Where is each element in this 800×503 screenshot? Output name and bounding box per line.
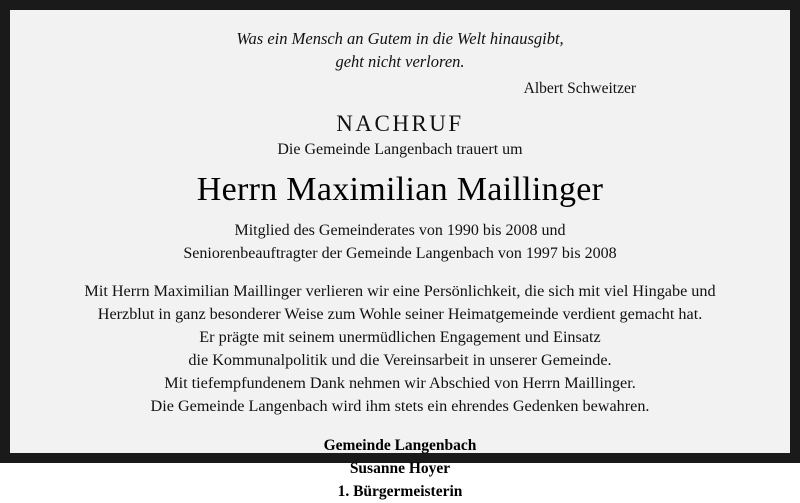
page-title: NACHRUF <box>336 110 464 136</box>
deceased-name: Herrn Maximilian Maillinger <box>196 170 604 208</box>
tribute-line-1: Mit Herrn Maximilian Maillinger verlieren wir eine Persönlichkeit, die sich mit viel Hingabe und <box>84 281 716 300</box>
signature-organization: Gemeinde Langenbach <box>323 436 477 454</box>
role-line-2: Seniorenbeauftragter der Gemeinde Langenbach von 1997 bis 2008 <box>183 245 617 263</box>
tribute-line-4: die Kommunalpolitik und die Vereinsarbeit in unserer Gemeinde. <box>188 350 612 369</box>
role-line-1: Mitglied des Gemeinderates von 1990 bis 2008 und <box>234 222 566 240</box>
quote-line-1: Was ein Mensch an Gutem in die Welt hinausgibt, <box>236 29 564 48</box>
tribute-line-5: Mit tiefempfundenem Dank nehmen wir Abschied von Herrn Maillinger. <box>164 373 636 392</box>
tribute-line-2: Herzblut in ganz besonderer Weise zum Wohle seiner Heimatgemeinde verdient gemacht hat. <box>97 304 703 323</box>
roles-block <box>183 219 616 265</box>
signature-title: 1. Bürgermeisterin <box>337 483 463 501</box>
tribute-text <box>84 280 715 418</box>
tribute-line-3: Er prägte mit seinem unermüdlichen Engagement und Einsatz <box>199 327 601 346</box>
quotation <box>46 28 754 99</box>
quote-line-2: geht nicht verloren. <box>335 51 465 71</box>
tribute-line-6: Die Gemeinde Langenbach wird ihm stets ein ehrendes Gedenken bewahren. <box>150 396 650 415</box>
notice-paper <box>10 10 790 501</box>
quote-attribution: Albert Schweitzer <box>523 79 636 97</box>
signature-person: Susanne Hoyer <box>349 459 451 477</box>
subtitle: Die Gemeinde Langenbach trauert um <box>277 140 523 158</box>
signature-block <box>324 434 477 503</box>
